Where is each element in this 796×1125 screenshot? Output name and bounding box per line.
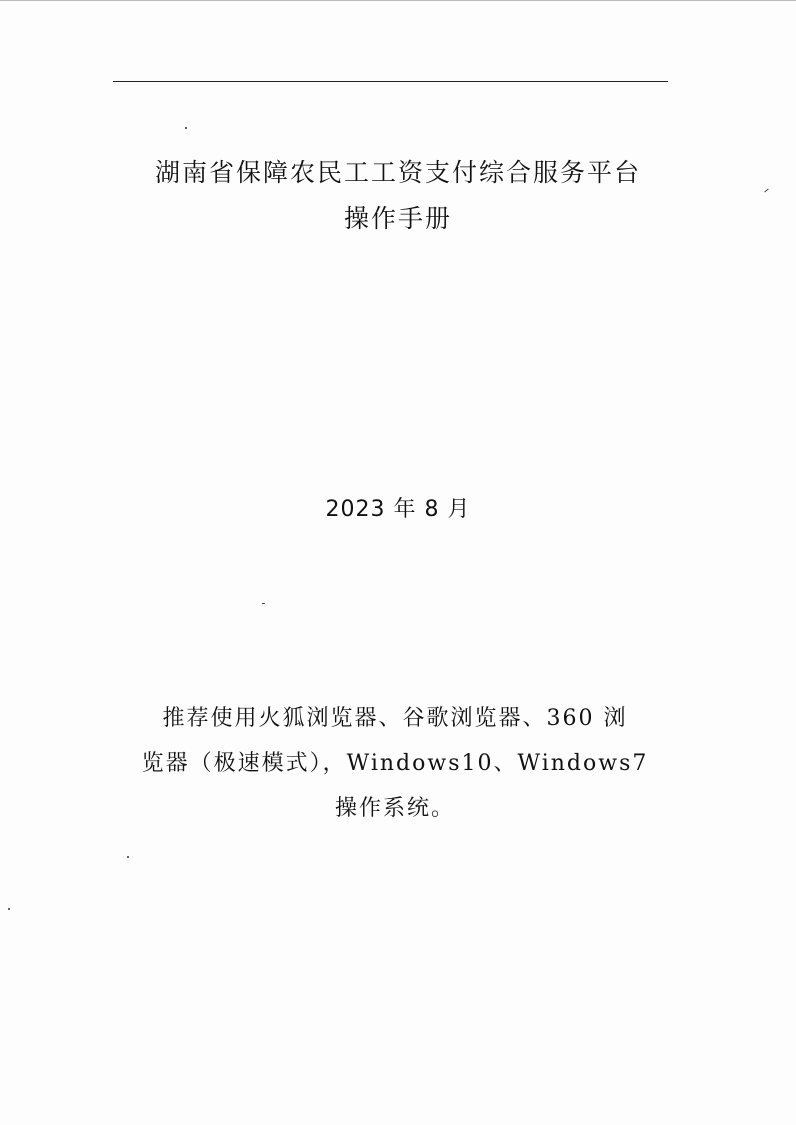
publication-date: 2023 年 8 月 bbox=[325, 497, 471, 522]
scan-speck bbox=[185, 127, 187, 129]
recommendation-line-3: 操作系统。 bbox=[334, 796, 455, 821]
scan-speck bbox=[8, 908, 10, 910]
title-line-1: 湖南省保障农民工工资支付综合服务平台 bbox=[154, 158, 641, 187]
recommendation-line-1: 推荐使用火狐浏览器、谷歌浏览器、360 浏 bbox=[162, 706, 628, 731]
browser-recommendation bbox=[95, 696, 695, 831]
recommendation-line-2: 览器（极速模式），Windows10、Windows7 bbox=[141, 751, 649, 776]
scan-speck bbox=[127, 856, 129, 858]
header-rule bbox=[113, 81, 668, 82]
page-top-edge bbox=[0, 0, 796, 1]
scan-speck bbox=[262, 603, 265, 604]
title-line-2: 操作手册 bbox=[343, 204, 452, 233]
cover-title bbox=[0, 150, 796, 242]
